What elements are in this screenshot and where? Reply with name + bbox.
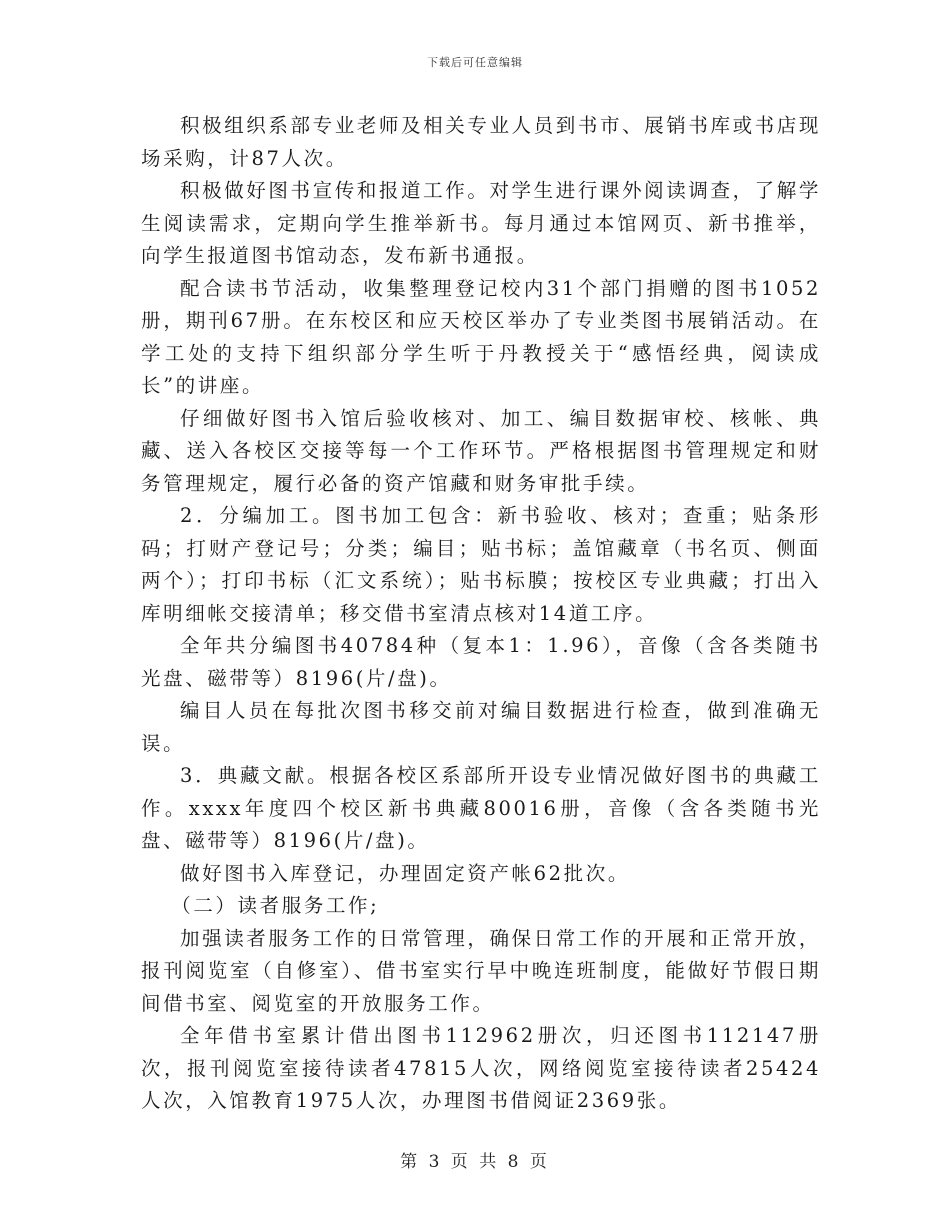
paragraph-asset-registration: 做好图书入库登记，办理固定资产帐62批次。	[180, 861, 630, 885]
page-header: 下载后可任意编辑	[427, 56, 523, 69]
paragraph-collection-documents: 3．典藏文献。根据各校区系部所开设专业情况做好图书的典藏工作。xxxx年度四个校区新书典藏80016册，音像（含各类随书光盘、磁带等）8196(片/盘)。	[141, 764, 821, 852]
document-body	[141, 110, 821, 1118]
paragraph-cataloging-processing: 2．分编加工。图书加工包含：新书验收、核对；查重；贴条形码；打财产登记号；分类；编目；贴书标；盖馆藏章（书名页、侧面两个）；打印书标（汇文系统）；贴书标膜；按校区专业典藏；打出入库明细帐交接清单；移交借书室清点核对14道工序。	[141, 504, 821, 625]
paragraph-daily-management: 加强读者服务工作的日常管理，确保日常工作的开展和正常开放，报刊阅览室（自修室）、借书室实行早中晚连班制度，能做好节假日期间借书室、阅览室的开放服务工作。	[141, 926, 821, 1015]
paragraph-onsite-purchasing: 积极组织系部专业老师及相关专业人员到书市、展销书库或书店现场采购，计87人次。	[141, 114, 821, 170]
paragraph-reading-festival: 配合读书节活动，收集整理登记校内31个部门捐赠的图书1052册，期刊67册。在东校区和应天校区举办了专业类图书展销活动。在学工处的支持下组织部分学生听于丹教授关于“感悟经典，阅读成长”的讲座。	[141, 276, 821, 397]
paragraph-annual-circulation: 全年借书室累计借出图书112962册次，归还图书112147册次，报刊阅览室接待读者47815人次，网络阅览室接待读者25424人次，入馆教育1975人次，办理图书借阅证2369张。	[141, 1024, 821, 1112]
page-number-footer: 第 3 页 共 8 页	[400, 1152, 550, 1172]
paragraph-publicity-reporting: 积极做好图书宣传和报道工作。对学生进行课外阅读调查，了解学生阅读需求，定期向学生推举新书。每月通过本馆网页、新书推举，向学生报道图书馆动态，发布新书通报。	[141, 179, 821, 267]
paragraph-catalog-check: 编目人员在每批次图书移交前对编目数据进行检查，做到准确无误。	[141, 699, 821, 755]
paragraph-acceptance-workflow: 仔细做好图书入馆后验收核对、加工、编目数据审校、核帐、典藏、送入各校区交接等每一个工作环节。严格根据图书管理规定和财务管理规定，履行必备的资产馆藏和财务审批手续。	[141, 406, 821, 495]
paragraph-cataloging-totals: 全年共分编图书40784种（复本1：1.96），音像（含各类随书光盘、磁带等）8196(片/盘)。	[141, 634, 821, 690]
section-heading-reader-services: （二）读者服务工作;	[171, 894, 380, 917]
